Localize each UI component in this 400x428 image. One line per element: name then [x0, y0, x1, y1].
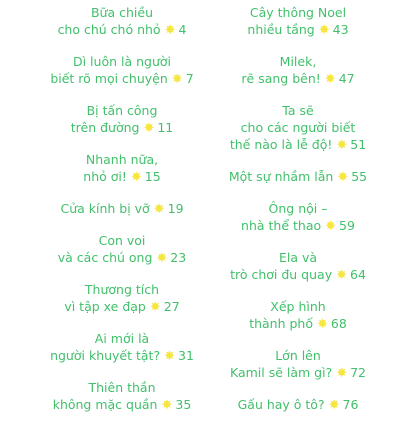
- toc-entry-title-text: Ông nội –: [268, 201, 328, 216]
- star-icon: ✸: [161, 398, 173, 413]
- star-icon: ✸: [171, 72, 183, 87]
- toc-entry: [36, 102, 208, 137]
- toc-entry-title-text: Bị tấn công: [86, 103, 158, 118]
- star-icon: ✸: [164, 23, 176, 38]
- toc-page-number: 72: [350, 365, 367, 380]
- star-icon: ✸: [336, 268, 348, 283]
- star-icon: ✸: [336, 138, 348, 153]
- toc-entry-title-text: Con voi: [98, 233, 146, 248]
- toc-entry-title-text: thành phố: [249, 316, 313, 331]
- table-of-contents: [36, 4, 388, 428]
- toc-entry-title-text: Ta sẽ: [282, 103, 314, 118]
- toc-entry: [36, 4, 208, 39]
- toc-entry-title-line: [36, 21, 208, 39]
- toc-entry: [208, 168, 388, 186]
- toc-page-number: 64: [350, 267, 366, 282]
- toc-entry-title-line: [36, 249, 208, 267]
- star-icon: ✸: [318, 23, 330, 38]
- toc-entry-title-text: Xếp hình: [270, 299, 326, 314]
- toc-entry-title-text: Ela và: [278, 250, 318, 265]
- star-icon: ✸: [325, 219, 337, 234]
- toc-entry-title-line: [36, 151, 208, 168]
- toc-entry-title-line: [208, 217, 388, 235]
- toc-entry: [36, 151, 208, 186]
- toc-entry-title-line: [36, 200, 208, 218]
- toc-entry: [208, 102, 388, 154]
- toc-entry-title-line: [208, 136, 388, 154]
- toc-entry-title-text: thế nào là lễ độ!: [229, 137, 333, 152]
- toc-entry-title-text: Nhanh nữa,: [85, 152, 159, 167]
- star-icon: ✸: [317, 317, 328, 332]
- toc-entry-title-line: [208, 168, 388, 186]
- toc-entry-title-text: nhà thể thao: [241, 218, 322, 233]
- toc-page-number: 76: [342, 397, 359, 412]
- toc-entry: [36, 200, 208, 218]
- toc-page-number: 27: [163, 299, 180, 314]
- toc-entry-title-line: [36, 232, 208, 249]
- toc-entry-title-line: [208, 200, 388, 217]
- toc-entry-title-text: Gấu hay ô tô?: [237, 397, 325, 412]
- toc-page-number: 59: [339, 218, 355, 233]
- toc-entry-title-line: [36, 347, 208, 365]
- toc-page-number: 35: [175, 397, 192, 412]
- toc-page-number: 19: [167, 201, 184, 216]
- toc-entry-title-text: Một sự nhầm lẫn: [228, 169, 334, 184]
- toc-entry-title-line: [208, 315, 388, 333]
- star-icon: ✸: [336, 366, 348, 381]
- toc-page-number: 15: [144, 169, 161, 184]
- toc-page-number: 55: [351, 169, 368, 184]
- toc-entry-title-text: Bữa chiều: [90, 5, 153, 20]
- toc-page-number: 7: [185, 71, 194, 86]
- toc-entry: [208, 53, 388, 88]
- toc-entry-title-line: [208, 70, 388, 88]
- star-icon: ✸: [324, 72, 336, 87]
- toc-entry-title-text: cho các người biết: [240, 120, 356, 135]
- toc-entry-title-text: Ai mới là: [94, 331, 150, 346]
- toc-entry: [36, 53, 208, 88]
- toc-entry-title-line: [36, 168, 208, 186]
- toc-entry: [208, 4, 388, 39]
- toc-entry: [208, 396, 388, 414]
- toc-entry-title-text: không mặc quần: [52, 397, 158, 412]
- toc-entry-title-line: [208, 4, 388, 21]
- toc-entry-title-text: Kamil sẽ làm gì?: [229, 365, 333, 380]
- toc-entry: [208, 347, 388, 382]
- toc-entry-title-line: [36, 396, 208, 414]
- star-icon: ✸: [156, 251, 168, 266]
- star-icon: ✸: [130, 170, 142, 185]
- toc-entry-title-text: Cây thông Noel: [249, 5, 347, 20]
- toc-entry-title-text: nhiều tầng: [247, 22, 315, 37]
- toc-entry: [208, 249, 388, 284]
- toc-entry: [208, 298, 388, 333]
- toc-entry-title-line: [208, 119, 388, 136]
- toc-entry-title-line: [36, 119, 208, 137]
- toc-page-number: 43: [332, 22, 349, 37]
- toc-entry-title-text: trò chơi đu quay: [230, 267, 333, 282]
- toc-entry-title-line: [208, 21, 388, 39]
- toc-entry: [36, 281, 208, 316]
- toc-column-left: [36, 4, 208, 428]
- toc-entry-title-text: nhỏ ơi!: [83, 169, 127, 184]
- toc-entry: [208, 200, 388, 235]
- toc-column-right: [208, 4, 388, 428]
- toc-entry-title-text: vì tập xe đạp: [64, 299, 146, 314]
- toc-entry-title-text: cho chú chó nhỏ: [57, 22, 161, 37]
- toc-entry-title-text: trên đường: [70, 120, 140, 135]
- toc-entry-title-line: [208, 102, 388, 119]
- toc-entry-title-text: Thương tích: [84, 282, 160, 297]
- toc-page-number: 47: [338, 71, 355, 86]
- star-icon: ✸: [153, 202, 165, 217]
- toc-entry-title-line: [208, 364, 388, 382]
- toc-entry-title-line: [36, 53, 208, 70]
- toc-page-number: 11: [157, 120, 174, 135]
- toc-page-number: 68: [330, 316, 347, 331]
- toc-page-number: 31: [178, 348, 194, 363]
- toc-entry-title-line: [208, 266, 388, 284]
- toc-entry: [36, 232, 208, 267]
- toc-entry-title-text: và các chú ong: [57, 250, 153, 265]
- toc-entry-title-line: [208, 249, 388, 266]
- toc-entry: [36, 379, 208, 414]
- toc-entry-title-line: [36, 298, 208, 316]
- toc-entry-title-text: biết rõ mọi chuyện: [50, 71, 168, 86]
- star-icon: ✸: [164, 349, 176, 364]
- toc-entry-title-line: [36, 70, 208, 88]
- toc-entry-title-line: [208, 396, 388, 414]
- toc-page-number: 51: [350, 137, 367, 152]
- toc-entry: [36, 330, 208, 365]
- toc-entry-title-text: Lớn lên: [275, 348, 321, 363]
- toc-page-number: 4: [178, 22, 187, 37]
- star-icon: ✸: [149, 300, 161, 315]
- star-icon: ✸: [337, 170, 349, 185]
- toc-entry-title-line: [36, 4, 208, 21]
- toc-entry-title-text: Milek,: [279, 54, 317, 69]
- toc-entry-title-line: [36, 379, 208, 396]
- toc-entry-title-text: Cửa kính bị vỡ: [60, 201, 150, 216]
- toc-entry-title-line: [36, 281, 208, 298]
- toc-page-number: 23: [170, 250, 187, 265]
- toc-entry-title-line: [208, 53, 388, 70]
- toc-entry-title-line: [208, 347, 388, 364]
- toc-entry-title-text: Thiên thần: [88, 380, 156, 395]
- star-icon: ✸: [143, 121, 155, 136]
- toc-entry-title-text: rẽ sang bên!: [241, 71, 321, 86]
- toc-entry-title-line: [208, 298, 388, 315]
- toc-entry-title-line: [36, 330, 208, 347]
- toc-entry-title-line: [36, 102, 208, 119]
- star-icon: ✸: [328, 398, 340, 413]
- toc-entry-title-text: người khuyết tật?: [50, 348, 161, 363]
- toc-entry-title-text: Dì luôn là người: [72, 54, 172, 69]
